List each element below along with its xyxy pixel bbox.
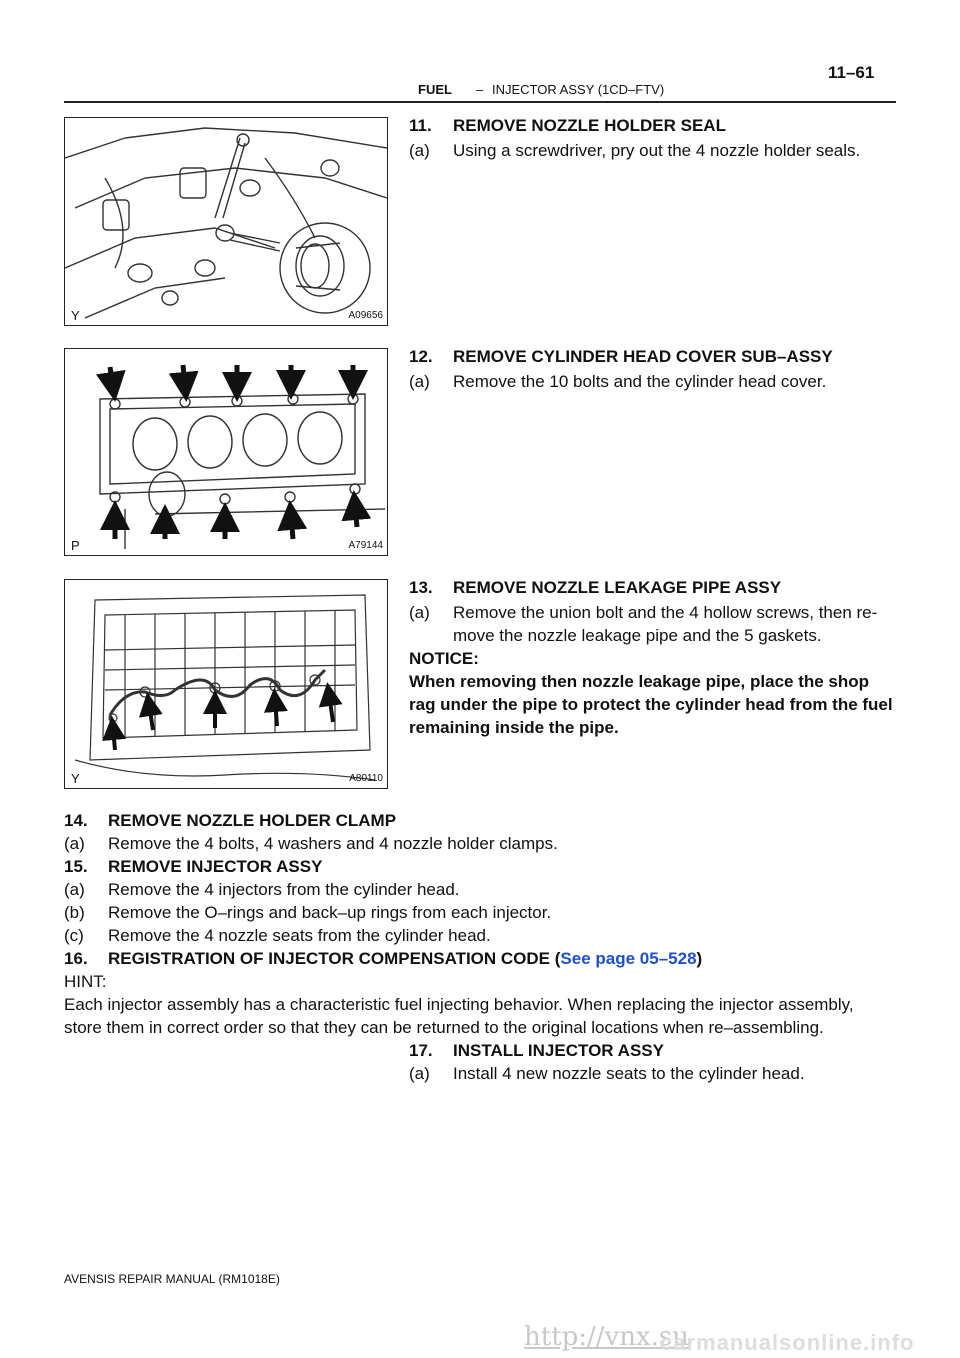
step-13-a <box>409 602 877 624</box>
sub-label: (a) <box>409 1064 430 1083</box>
step-number: 14. <box>64 811 88 830</box>
header-section: FUEL <box>418 82 452 97</box>
step-13-a-cont: move the nozzle leakage pipe and the 5 gaskets. <box>453 626 822 645</box>
sub-text: Remove the 4 bolts, 4 washers and 4 nozzle holder clamps. <box>108 834 558 853</box>
figure-nozzle-leakage-pipe <box>64 579 388 789</box>
figure-letter: Y <box>71 308 80 323</box>
illustration-nozzle-holder-seal <box>65 118 387 325</box>
see-page-link[interactable]: See page 05–528 <box>560 949 697 968</box>
sub-label: (a) <box>409 603 430 622</box>
step-13-heading <box>409 577 781 599</box>
step-title: REMOVE NOZZLE HOLDER CLAMP <box>108 811 397 830</box>
sub-text: Remove the 4 nozzle seats from the cylinder head. <box>108 926 491 945</box>
step-15-a <box>64 879 460 901</box>
sub-label: (b) <box>64 903 85 922</box>
figure-letter: P <box>71 538 80 553</box>
sub-label: (c) <box>64 926 84 945</box>
step-15-b <box>64 902 551 924</box>
step-12-a <box>409 371 826 393</box>
page-number: 11–61 <box>828 63 875 82</box>
step-title: REMOVE NOZZLE HOLDER SEAL <box>453 116 726 135</box>
notice-line-1: When removing then nozzle leakage pipe, place the shop <box>409 672 870 691</box>
step-14-heading <box>64 810 396 832</box>
notice-line-3: remaining inside the pipe. <box>409 718 619 737</box>
sub-text: Remove the 4 injectors from the cylinder head. <box>108 880 460 899</box>
notice-label: NOTICE: <box>409 649 479 668</box>
step-number: 16. <box>64 949 88 968</box>
watermark-right: carmanualsonline.info <box>660 1330 915 1355</box>
step-number: 17. <box>409 1041 433 1060</box>
step-15-heading <box>64 856 322 878</box>
figure-nozzle-holder-seal <box>64 117 388 326</box>
step-12-heading <box>409 346 833 368</box>
step-number: 13. <box>409 578 433 597</box>
figure-letter: Y <box>71 771 80 786</box>
step-16-heading <box>64 948 702 970</box>
step-11-heading <box>409 115 726 137</box>
hint-label: HINT: <box>64 972 107 991</box>
figure-code: A09656 <box>348 310 383 321</box>
step-title: REMOVE CYLINDER HEAD COVER SUB–ASSY <box>453 347 833 366</box>
hint-line-2: store them in correct order so that they can be returned to the original locations when re–assembling. <box>64 1018 824 1037</box>
footer-manual-title: AVENSIS REPAIR MANUAL (RM1018E) <box>64 1272 280 1286</box>
sub-label: (a) <box>64 880 85 899</box>
figure-cylinder-head-cover <box>64 348 388 556</box>
step-15-c <box>64 925 491 947</box>
sub-label: (a) <box>409 141 430 160</box>
sub-text: Using a screwdriver, pry out the 4 nozzle holder seals. <box>453 141 861 160</box>
sub-text: Remove the 10 bolts and the cylinder head cover. <box>453 372 827 391</box>
watermark-left: http://vnx.su <box>524 1322 690 1352</box>
hint-line-1: Each injector assembly has a characteristic fuel injecting behavior. When replacing the injector assembly, <box>64 995 854 1014</box>
header-rule <box>64 101 896 103</box>
step-title: INSTALL INJECTOR ASSY <box>453 1041 664 1060</box>
sub-label: (a) <box>64 834 85 853</box>
step-title: REMOVE NOZZLE LEAKAGE PIPE ASSY <box>453 578 782 597</box>
step-11-a <box>409 140 860 162</box>
step-number: 15. <box>64 857 88 876</box>
sub-text: Remove the O–rings and back–up rings from each injector. <box>108 903 552 922</box>
step-17-a <box>409 1063 805 1085</box>
header-title: INJECTOR ASSY (1CD–FTV) <box>492 82 665 97</box>
step-number: 11. <box>409 116 432 135</box>
illustration-nozzle-leakage-pipe <box>65 580 387 788</box>
step-17-heading <box>409 1040 664 1062</box>
step-14-a <box>64 833 558 855</box>
illustration-cylinder-head-cover <box>65 349 387 555</box>
figure-code: A79144 <box>348 540 383 551</box>
header-dash: – <box>476 82 484 97</box>
step-title: REGISTRATION OF INJECTOR COMPENSATION CODE ( <box>108 949 561 968</box>
step-number: 12. <box>409 347 433 366</box>
sub-label: (a) <box>409 372 430 391</box>
sub-text: Remove the union bolt and the 4 hollow screws, then re- <box>453 603 878 622</box>
sub-text: Install 4 new nozzle seats to the cylinder head. <box>453 1064 805 1083</box>
step-title-close: ) <box>696 949 703 968</box>
figure-code: A80110 <box>349 773 383 784</box>
notice-line-2: rag under the pipe to protect the cylinder head from the fuel <box>409 695 893 714</box>
step-title: REMOVE INJECTOR ASSY <box>108 857 323 876</box>
